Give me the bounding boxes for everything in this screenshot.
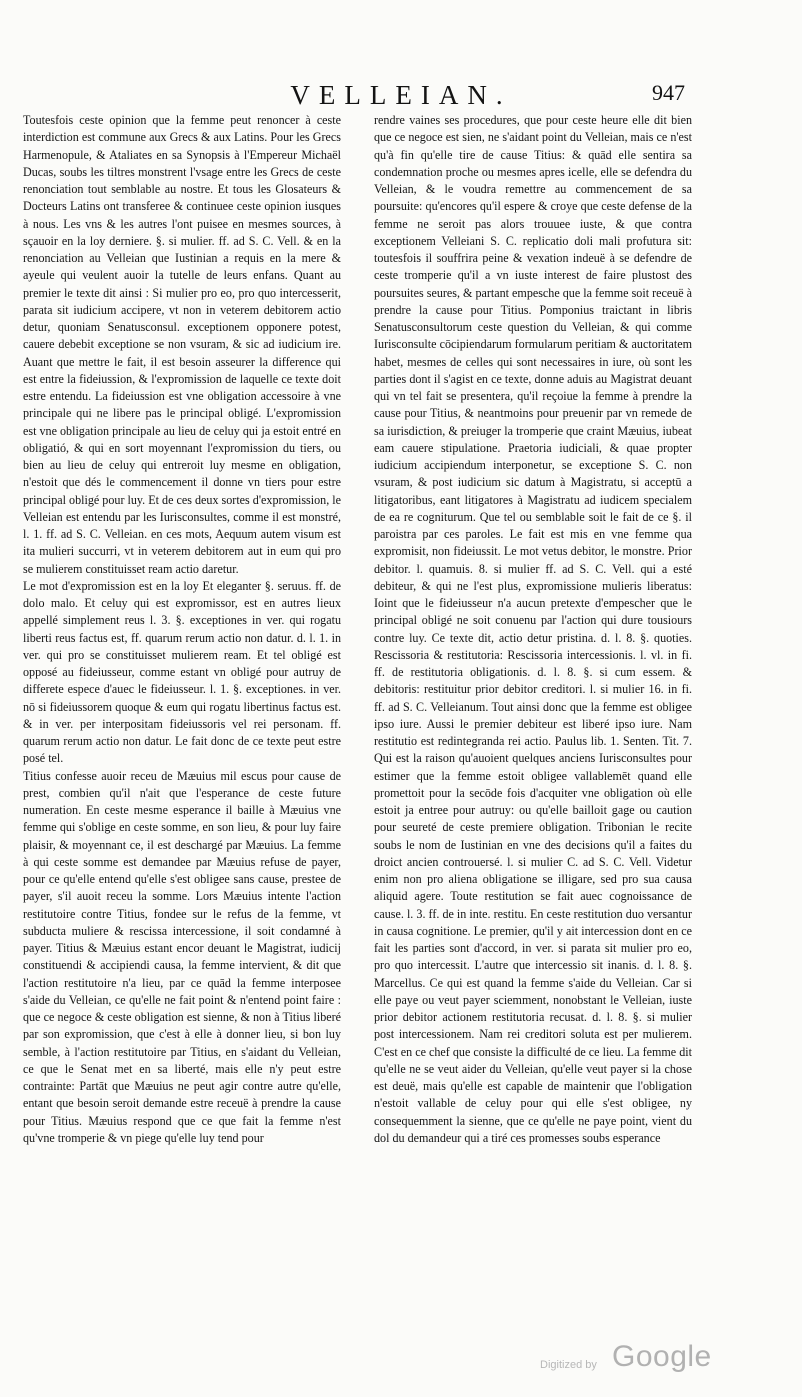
right-column (374, 112, 692, 1242)
digitized-by-label: Digitized by (540, 1359, 597, 1371)
paragraph: rendre vaines ses procedures, que pour ceste heure elle dit bien que ce negoce est sien, ne s'aidant point du Velleian, mais ce n'est qu'à fin qu'elle tire de cause Titius: & quād elle sentira sa condemnation proche ou mesmes apres icelle, elle se defendra du Velleian, & le voudra remettre au commencement de sa poursuite: qu'encores qu'il espere & croye que ceste defense de la femme ne seroit pas alors trouuee iuste, & que contra exceptionem Velleiani S. C. replicatio doli mali profutura sit: toutesfois il souffrira peine & vexation indeuë à se defendre de ceste tromperie qu'il a vn iuste interest de faire plustost des poursuites seures, & partant empesche que la femme soit receuë à prendre la cause pour Titius. Pomponius traictant in libris Senatusconsultorum ceste question du Velleian, & qui comme Iurisconsulte cōcipiendarum formularum peritiam & auctoritatem habet, mesmes de celles qui sont necessaires in iure, où sont les parties dont il s'agist en ce texte, donne aduis au Magistrat deuant qui vn tel fait se presentera, qu'il reçoiue la femme à prendre la cause pour Titius, & neantmoins pour preuenir par vn remede de sa iurisdiction, & preiuger la tromperie que craint Mæuius, iubeat eam cauere stipulatione. Praetoria iudiciali, & quae propter iudicium accipiendum interponetur, se exceptione S. C. non vsuram, & post iudicium sic datum à Magistratu, si acceptū a litigatoribus, eant litigatores à Magistratu ad iudicem specialem de ea re cogniturum. Que tel ou semblable soit le fait de ce §. il paroistra par ces paroles. Le fait est mis en vne femme qua expromisit, non fideiussit. Le mot vetus debitor, le monstre. Prior debitor. l. quamuis. 8. si mulier ff. ad S. C. Vell. qui a esté debiteur, & qui ne l'est plus, expromissione mulieris liberatus: Ioint que le fideiusseur n'a aucun pretexte d'empescher que le principal obligé ne soit conuenu par l'action qui dure tousiours contre luy. Ce texte dit, actio detur pristina. d. l. 8. §. quoties. Rescissoria & restitutoria: Rescissoria intercessionis. l. vl. in fi. ff. de restitutoria obligationis. d. l. 8. §. si cum essem. & debitoris: restituitur prior debitor creditori. l. si mulier 16. in fi. ff. ad S. C. Velleianum. Tout ainsi donc que la femme est obligee ipso iure. Aussi le premier debiteur est liberé ipso iure. Nam restitutio est redintegranda rei actio. Paulus lib. 1. Senten. Tit. 7. Qui est la raison qu'auoient quelques anciens Iurisconsultes pour estimer que la femme estoit obligee vallablemēt quand elle promettoit pour la secōde fois d'acquiter vne obligation où elle estoit ja entree pour autruy: ou qu'elle bailloit gage ou caution pour seureté de ceste premiere obligation. Tribonian le recite soubs le nom de Iustinian en vne des decisions qu'il a faites du droict ancien controuersé. l. si mulier C. ad S. C. Vell. Videtur enim non pro aliena obligatione se illigare, sed pro sua causa aliquid agere. Toute restitution se fait auec cognoissance de cause. l. 3. ff. de in inte. restitu. En ceste restitution duo versantur in causa cognitione. Le premier, qu'il y ait intercession dont en ce fait les parties sont d'accord, in ver. si parata sit mulier pro eo, pro quo intercessit. L'autre que intercessio sit inanis. d. l. 8. §. Marcellus. Ce qui est quand la femme s'aide du Velleian. Car si elle paye ou veut payer sciemment, nonobstant le Velleian, iuste prior debitor actionem restitutoria recusat. d. l. 8. §. si mulier post intercessionem. Nam rei creditori soluta est per mulierem. C'est en ce chef que consiste la difficulté de ce lieu. La femme dit qu'elle ne se veut aider du Velleian, qu'elle veut payer si la chose est deuë, mais qu'elle est capable de maintenir que l'obligation n'estoit vallable de celuy pour qui elle s'est obligee, ny consequemment la sienne, que ce qu'elle ne paye point, vient du dol du demandeur qui a tiré ces promesses soubs esperance (374, 113, 692, 1145)
paragraph: Titius confesse auoir receu de Mæuius mil escus pour cause de prest, combien qu'il n'ait que l'esperance de ceste future numeration. En ceste mesme esperance il baille à Mæuius vne femme qui s'oblige en ceste somme, en son lieu, & pour luy faire plaisir, & moyennant ce, il est deschargé par Mæuius. La femme à qui ceste somme est demandee par Mæuius refuse de payer, pour ce qu'elle entend qu'elle s'est obligee sans cause, prestee de payer, s'il auoit receu la somme. Lors Mæuius intente l'action restitutoire contre Titius, fondee sur le refus de la femme, vt subducta muliere & rescissa intercessione, il soit condamné à payer. Titius & Mæuius estant encor deuant le Magistrat, iudicij constituendi & accipiendi causa, la femme intervient, & dit que l'action restitutoire n'a lieu, par ce quād la femme interposee s'aide du Velleian, ce qu'elle ne fait point & n'entend point faire : que ce negoce & ceste obligation est sienne, & non à Titius liberé par son expromission, que c'est à elle à donner lieu, si bon luy semble, à l'action restitutoire par Titius, en s'aidant du Velleian, ce que le Senat met en sa liberté, mais elle n'y peut estre contrainte: Partāt que Mæuius ne peut agir contre autre qu'elle, entant que besoin seroit demande estre receuë à prendre la cause pour Titius. Mæuius respond que ce que fait la femme n'est qu'vne tromperie & vn piege qu'elle luy tend pour (23, 768, 341, 1145)
running-head: VELLEIAN. (290, 80, 512, 110)
paragraph: Le mot d'expromission est en la loy Et eleganter §. seruus. ff. de dolo malo. Et celuy qui est expromissor, est en autres lieux appellé simplement reus l. 3. §. exceptiones in ver. qui rogatu liberti reus factus est, ff. quarum rerum actio non datur. d. l. 1. in ver. qui pro se constituisset mulierem ream. Et tel obligé est opposé au fideiusseur, comme estant vn obligé pour autruy de differete espece d'auec le fideiusseur. l. 1. §. exceptiones. in ver. nō si fideiussorem quoque & eum qui rogatu libertinus factus est. & in ver. per interpositam fideiussoris vel rei personam. ff. quarum rerum actio non datur. Le fait donc de ce texte peut estre posé tel. (23, 578, 341, 766)
digitization-watermark (500, 1342, 790, 1382)
page-number: 947 (652, 80, 685, 105)
left-column (23, 112, 341, 1242)
google-logo: Google (612, 1340, 712, 1373)
paragraph: Toutesfois ceste opinion que la femme peut renoncer à ceste interdiction est commune aux Grecs & aux Latins. Pour les Grecs Harmenopule, & Ataliates en sa Synopsis à l'Empereur Michaël Ducas, soubs les tiltres monstrent l'vsage entre les Grecs de ceste renonciation tout semblable au nostre. Et tous les Glosateurs & Docteurs Latins ont transferee & continuee ceste opinion iusques à nous. Les vns & les autres l'ont puisee en mesmes sources, à sçauoir en la loy derniere. §. si mulier. ff. ad S. C. Vell. & en la renonciation au Velleian que Iustinian a requis en la mere & ayeule qui veulent auoir la tutelle de leurs enfans. Quant au premier le texte dit ainsi : Si mulier pro eo, pro quo intercesserit, parata sit iudicium accipere, vt non in veterem debitorem actio detur, quoniam Senatusconsul. exceptionem opponere potest, cauere debebit exceptione se non vsuram, & sic ad iudicium ire. Auant que mettre le fait, il est besoin asseurer la difference qui est entre la fideiussion, & l'expromission de laquelle ce texte doit estre entendu. La fideiussion est vne obligation accessoire à vne principale qui ne libere pas le principal obligé. L'expromission est vne obligation principale au lieu de celuy qui ja estoit entré en obligatió, & qui en sort moyennant l'expromission du tiers, ou bien au lieu de celuy qui entreroit luy mesme en obligation, n'estoit que dés le commencement il donne vn tiers pour estre principal obligé pour luy. Et de ces deux sortes d'expromission, le Velleian est entendu par les Iurisconsultes, comme il est monstré, l. 1. ff. ad S. C. Velleian. en ces mots, Aequum autem visum est ita mulieri succurri, vt in veterem debitorem aut in eum qui pro se mulierem constituisset ream actio daretur. (23, 113, 341, 576)
